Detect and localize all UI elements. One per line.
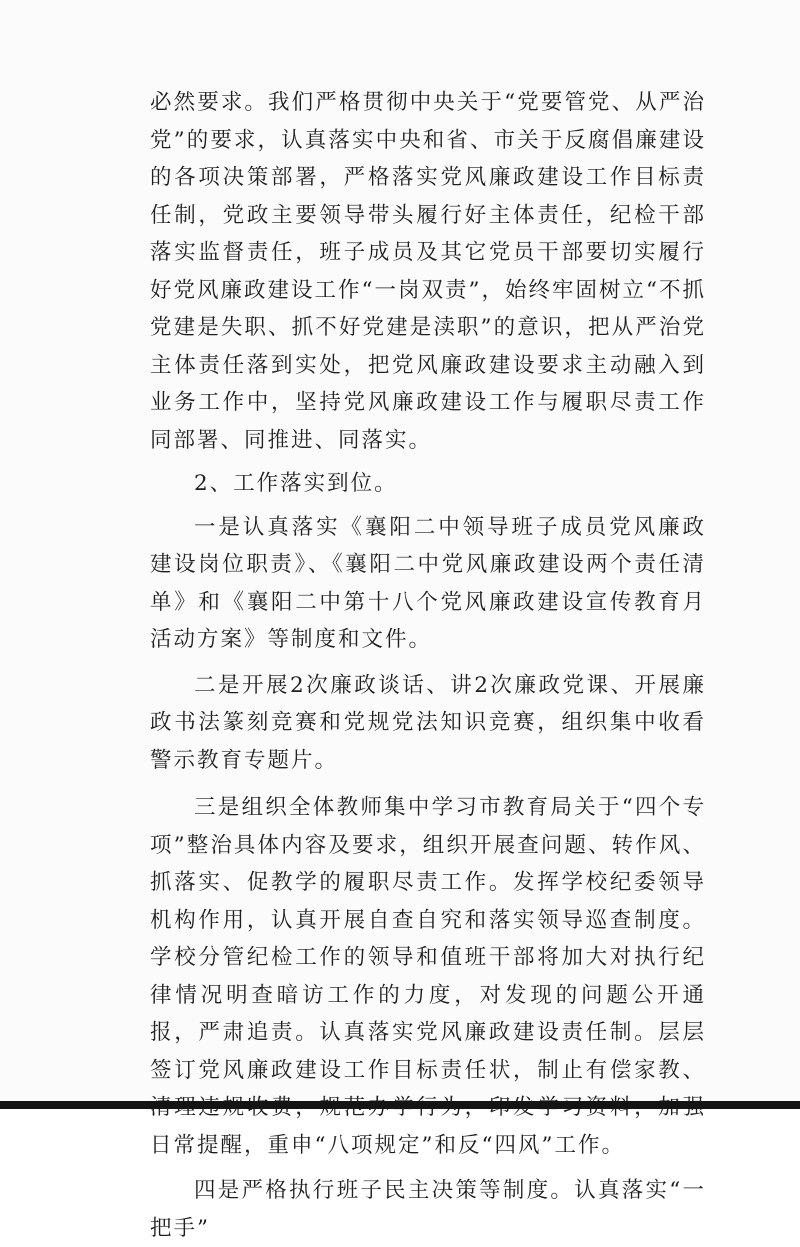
paragraph-item-four: 四是严格执行班子民主决策等制度。认真落实“一把手” <box>150 1178 706 1241</box>
paragraph-item-two: 二是开展2次廉政谈话、讲2次廉政党课、开展廉政书法篆刻竞赛和党规党法知识竞赛，组织集中收看警示教育专题片。 <box>150 672 706 773</box>
paragraph-item-one: 一是认真落实《襄阳二中领导班子成员党风廉政建设岗位职责》、《襄阳二中党风廉政建设两个责任清单》和《襄阳二中第十八个党风廉政建设宣传教育月活动方案》等制度和文件。 <box>150 514 706 652</box>
section-heading-work-implementation: 2、工作落实到位。 <box>194 471 398 496</box>
document-body <box>150 84 706 1247</box>
paragraph-item-three: 三是组织全体教师集中学习市教育局关于“四个专项”整治具体内容及要求，组织开展查问题、转作风、抓落实、促教学的履职尽责工作。发挥学校纪委领导机构作用，认真开展自查自究和落实领导巡查制度。学校分管纪检工作的领导和值班干部将加大对执行纪律情况明查暗访工作的力度，对发现的问题公开通报，严肃追责。认真落实党风廉政建设责任制。层层签订党风廉政建设工作目标责任状，制止有偿家教、 日常提醒，重申“八项规定”和反“四风”工作。 <box>150 795 706 1158</box>
scan-bottom-edge <box>0 1101 800 1109</box>
paragraph-responsibility-continuation: 必然要求。我们严格贯彻中央关于“党要管党、从严治党”的要求，认真落实中央和省、市关于反腐倡廉建设的各项决策部署，严格落实党风廉政建设工作目标责任制，党政主要领导带头履行好主体责任，纪检干部落实监督责任，班子成员及其它党员干部要切实履行好党风廉政建设工作“一岗双责”，始终牢固树立“不抓党建是失职、抓不好党建是渎职”的意识，把从严治党主体责任落到实处，把党风廉政建设要求主动融入到业务工作中，坚持党风廉政建设工作与履职尽责工作同部署、同推进、同落实。 <box>150 90 706 453</box>
